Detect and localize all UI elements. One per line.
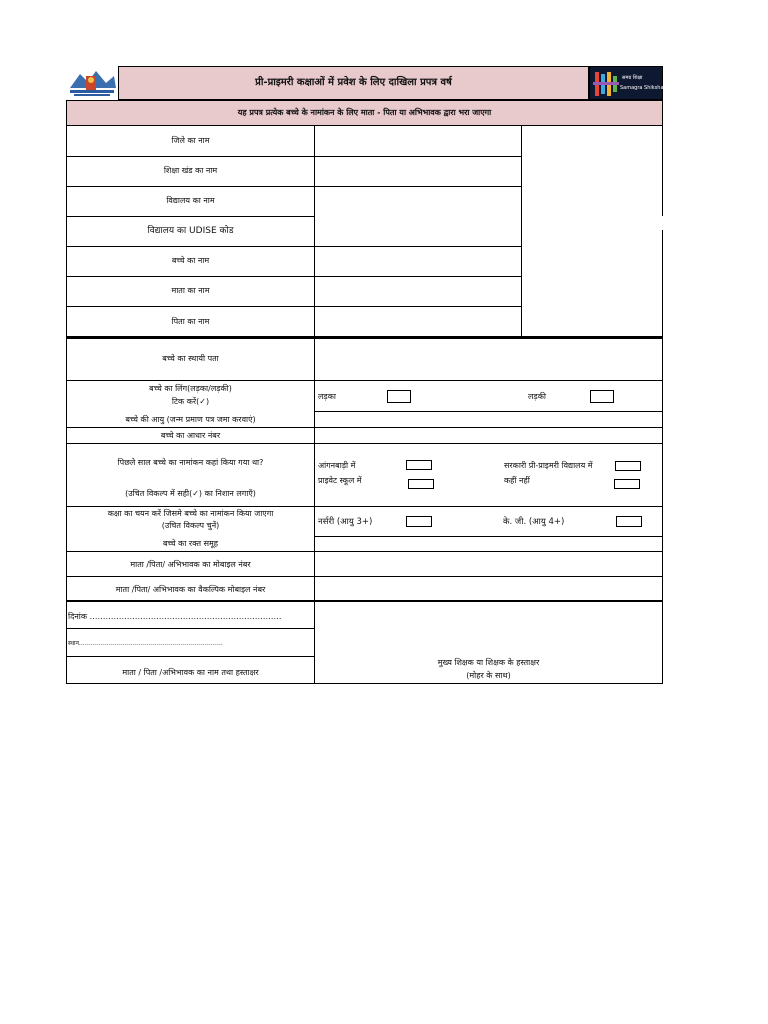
block-input[interactable] (315, 157, 521, 186)
label-blood-group: बच्चे का रक्त समूह (162, 539, 219, 548)
option-nursery: नर्सरी (आयु 3+) (318, 517, 373, 527)
grid-line (66, 443, 663, 444)
label-mother-name: माता का नाम (171, 286, 210, 295)
private-checkbox[interactable] (408, 479, 434, 489)
option-govt-preprimary: सरकारी प्री-प्राइमरी विद्यालय में (504, 461, 593, 470)
place-line: स्थान……………………………………………………………… (68, 640, 223, 647)
form-title: प्री-प्राइमरी कक्षाओं में प्रवेश के लिए दाखिला प्रपत्र वर्ष (255, 77, 452, 88)
label-address: बच्चे का स्थायी पता (162, 354, 219, 363)
kg-checkbox[interactable] (616, 516, 642, 527)
grid-line (66, 656, 315, 657)
subtitle-bar (66, 100, 663, 126)
grid-line (66, 216, 315, 217)
grid-line (66, 628, 315, 629)
district-input[interactable] (315, 127, 521, 156)
mother-name-input[interactable] (315, 277, 521, 306)
govt-preprimary-checkbox[interactable] (615, 461, 641, 471)
label-age: बच्चे की आयु (जन्म प्रमाण पत्र जमा करवाएं) (125, 415, 256, 424)
child-name-input[interactable] (315, 247, 521, 276)
label-class-choice-hint: (उचित विकल्प चुनें) (161, 521, 220, 530)
form-subtitle: यह प्रपत्र प्रत्येक बच्चे के नामांकन के लिए माता - पिता या अभिभावक द्वारा भरा जाएगा (237, 108, 492, 117)
label-class-choice: कक्षा का चयन करें जिसमे बच्चे का नामांकन किया जाएगा (107, 509, 274, 518)
address-input[interactable] (315, 340, 662, 380)
label-alt-mobile: माता /पिता/ अभिभावक का वैकल्पिक मोबाइल नंबर (115, 585, 266, 594)
grid-line (66, 683, 663, 684)
mobile-input[interactable] (315, 552, 662, 576)
nursery-checkbox[interactable] (406, 516, 432, 527)
parent-signature-label: माता / पिता /अभिभावक का नाम तथा हस्ताक्षर (122, 668, 259, 677)
option-private: प्राइवेट स्कूल में (318, 476, 362, 485)
option-girl: लड़की (528, 392, 546, 401)
aadhaar-input[interactable] (315, 428, 662, 443)
option-boy: लड़का (318, 392, 336, 401)
anganwadi-checkbox[interactable] (406, 460, 432, 470)
label-mobile: माता /पिता/ अभिभावक का मोबाइल नंबर (130, 560, 251, 569)
grid-line (66, 506, 663, 507)
school-input[interactable] (315, 187, 521, 246)
label-gender-tick: टिक करें(✓) (171, 397, 210, 406)
label-block: शिक्षा खंड का नाम (163, 166, 218, 175)
label-child-name: बच्चे का नाम (171, 256, 210, 265)
label-previous-enrollment: पिछले साल बच्चे का नामांकन कहां किया गया था? (117, 458, 264, 467)
grid-line (66, 380, 663, 381)
section-divider (66, 336, 663, 339)
alt-mobile-input[interactable] (315, 577, 662, 600)
left-logo (66, 66, 118, 100)
option-anganwadi: आंगनबाड़ी में (318, 461, 356, 470)
boy-checkbox[interactable] (387, 390, 411, 403)
label-previous-enrollment-hint: (उचित विकल्प में सही(✓) का निशान लगाएँ) (125, 489, 256, 498)
label-father-name: पिता का नाम (171, 317, 210, 326)
head-teacher-signature-label: मुख्य शिक्षक या शिक्षक के हस्ताक्षर (437, 658, 540, 667)
label-district: जिले का नाम (171, 136, 210, 145)
label-aadhaar: बच्चे का आधार नंबर (160, 431, 221, 440)
grid-line (662, 230, 663, 338)
father-name-input[interactable] (315, 307, 521, 336)
logo-text-hindi: समग्र शिक्षा (622, 75, 643, 81)
label-udise: विद्यालय का UDISE कोड (147, 226, 234, 236)
photo-area[interactable] (522, 127, 662, 336)
title-banner (118, 66, 589, 100)
signature-area[interactable] (315, 602, 662, 654)
label-gender: बच्चे का लिंग(लड़का/लड़की) (149, 384, 232, 393)
option-nowhere: कहीं नहीं (504, 476, 530, 485)
age-input[interactable] (315, 412, 662, 427)
label-school: विद्यालय का नाम (166, 196, 215, 205)
grid-line (662, 339, 663, 684)
girl-checkbox[interactable] (590, 390, 614, 403)
blood-group-input[interactable] (315, 537, 662, 551)
logo-text-english: Samagra Shiksha (620, 85, 664, 91)
stamp-label: (मोहर के साथ) (466, 671, 511, 680)
grid-line (662, 126, 663, 216)
samagra-shiksha-logo (589, 66, 663, 100)
nowhere-checkbox[interactable] (614, 479, 640, 489)
option-kg: के. जी. (आयु 4+) (503, 517, 565, 527)
date-line: दिनांक ……………………………………………………………… (68, 612, 282, 621)
